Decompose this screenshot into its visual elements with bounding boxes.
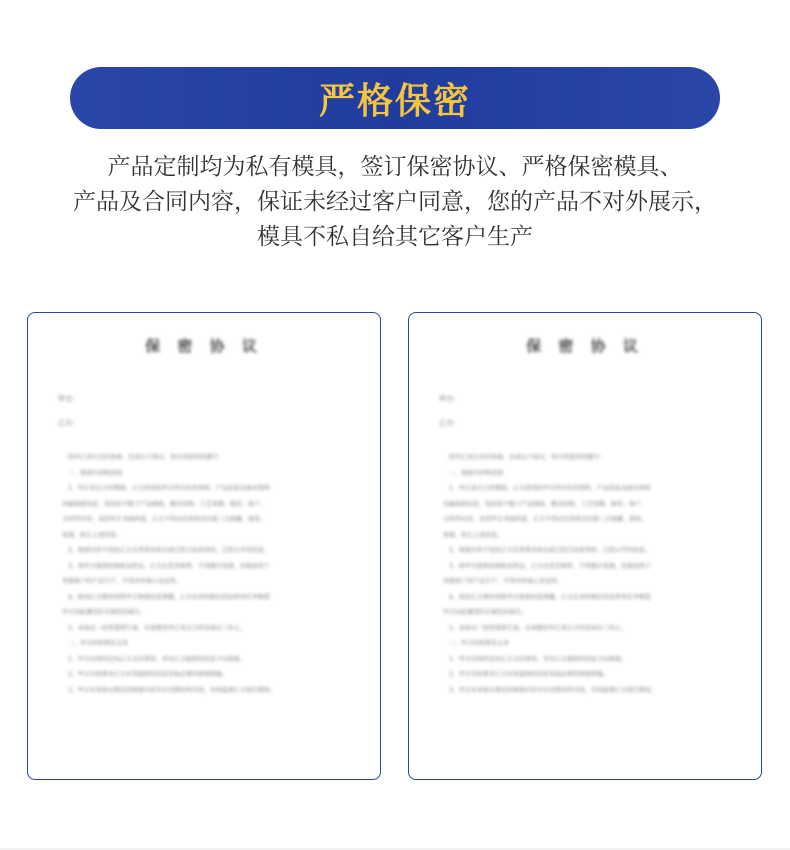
agreement-line: 均属保密信息，包括但不限于产品图纸、模具结构、工艺参数、报价、客户、 (62, 500, 267, 508)
agreement-line: 1、甲乙双方合作期间，乙方获得的甲方所有技术资料、产品信息及商业资料 (68, 485, 270, 492)
agreement-line: 4、如因乙方原因导致甲方保密信息泄露，乙方应承担相应的法律责任并赔偿 (68, 593, 270, 601)
agreement-line: 5、本协议一经签署即生效，有效期至甲乙双方合作结束后三年止。 (68, 624, 246, 632)
agreement-page (421, 321, 749, 771)
agreement-line: 1、甲乙双方合作期间，乙方获得的甲方所有技术资料、产品信息及商业资料 (449, 485, 651, 492)
agreement-line: 3、如甲方提供的图纸及样品，乙方应妥善保管，不得擅自复制、仿制或用于 (68, 562, 270, 570)
intro-text (0, 150, 790, 255)
agreement-line: 经甲乙双方友好协商，达成以下协议，双方同意共同遵守： (68, 454, 225, 461)
confidentiality-agreement-image-left (27, 312, 381, 780)
title-banner (70, 67, 720, 129)
agreement-line: 3、甲方对本协议规定的保密内容享有完整的所有权，有权监督乙方执行情况。 (68, 686, 276, 694)
agreement-line: 其他客户的产品生产，不得对外展示及宣传。 (62, 578, 183, 585)
agreement-line: 其他客户的产品生产，不得对外展示及宣传。 (443, 578, 564, 585)
intro-line: 模具不私自给其它客户生产 (257, 224, 533, 250)
agreement-line: 一、保密内容和范围 (449, 469, 504, 477)
agreement-line: 合同等内容，未经甲方书面同意，乙方不得以任何形式向第三方披露、使用、 (443, 516, 648, 523)
agreement-line: 二、甲方的权利及义务 (449, 640, 510, 647)
agreement-line: 复制、转让上述信息。 (443, 531, 504, 539)
agreement-line: 5、本协议一经签署即生效，有效期至甲乙双方合作结束后三年止。 (449, 624, 627, 632)
banner-title: 严格保密 (318, 80, 471, 122)
party-b-label: 乙方: (439, 419, 456, 427)
agreement-line: 2、保密内容不包括乙方在签署本协议前已经合法获得的、已经公开的信息。 (449, 547, 651, 554)
party-b-label: 乙方: (58, 419, 75, 427)
agreement-line: 经甲乙双方友好协商，达成以下协议，双方同意共同遵守： (449, 454, 606, 461)
agreement-line: 1、甲方应按约定向乙方支付费用，并对乙方提供的信息予以保密。 (68, 655, 246, 663)
agreement-line: 4、如因乙方原因导致甲方保密信息泄露，乙方应承担相应的法律责任并赔偿 (449, 593, 651, 601)
agreement-line: 甲方因此遭受的全部经济损失。 (443, 609, 528, 616)
agreement-line: 2、甲方有权要求乙方对其提供的信息采取必要的保密措施。 (449, 671, 609, 678)
party-a-label: 甲方: (439, 395, 456, 403)
agreement-title: 保 密 协 议 (526, 337, 644, 355)
intro-line: 产品定制均为私有模具，签订保密协议、严格保密模具、 (107, 154, 683, 180)
agreement-line: 3、甲方对本协议规定的保密内容享有完整的所有权，有权监督乙方执行情况。 (449, 686, 657, 694)
agreement-line: 二、甲方的权利及义务 (68, 640, 129, 647)
agreement-body (421, 450, 749, 698)
agreement-line: 3、如甲方提供的图纸及样品，乙方应妥善保管，不得擅自复制、仿制或用于 (449, 562, 651, 570)
agreement-body (40, 450, 368, 698)
agreement-line: 均属保密信息，包括但不限于产品图纸、模具结构、工艺参数、报价、客户、 (443, 500, 648, 508)
agreement-line: 一、保密内容和范围 (68, 469, 123, 477)
agreement-page (40, 321, 368, 771)
intro-line: 产品及合同内容，保证未经过客户同意，您的产品不对外展示， (73, 189, 717, 215)
agreement-line: 合同等内容，未经甲方书面同意，乙方不得以任何形式向第三方披露、使用、 (62, 516, 267, 523)
agreement-title: 保 密 协 议 (145, 337, 263, 355)
agreement-line: 2、保密内容不包括乙方在签署本协议前已经合法获得的、已经公开的信息。 (68, 547, 270, 554)
agreement-line: 复制、转让上述信息。 (62, 531, 123, 539)
agreement-line: 甲方因此遭受的全部经济损失。 (62, 609, 147, 616)
agreement-line: 2、甲方有权要求乙方对其提供的信息采取必要的保密措施。 (68, 671, 228, 678)
party-a-label: 甲方: (58, 395, 75, 403)
agreement-line: 1、甲方应按约定向乙方支付费用，并对乙方提供的信息予以保密。 (449, 655, 627, 663)
confidentiality-agreement-image-right (408, 312, 762, 780)
